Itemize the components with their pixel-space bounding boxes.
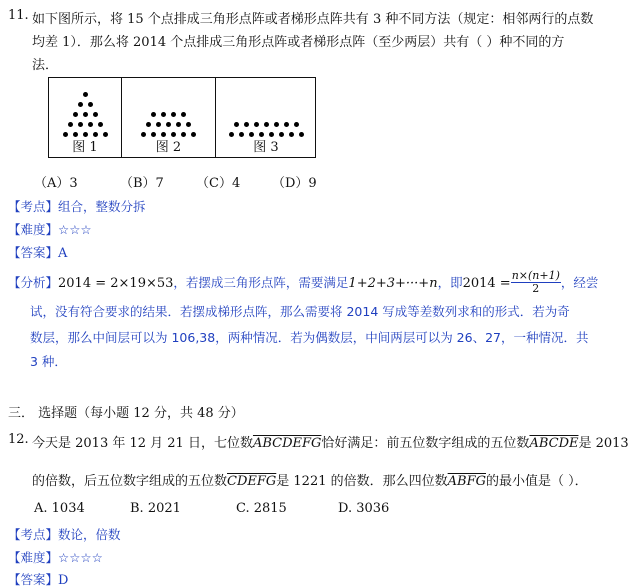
dot bbox=[78, 102, 83, 107]
figure-2 bbox=[121, 78, 215, 157]
dot bbox=[239, 132, 244, 137]
dot bbox=[249, 132, 254, 137]
fenxi-text-d: ，即 bbox=[437, 275, 463, 290]
q12-option-d: D. 3036 bbox=[338, 501, 390, 516]
dot bbox=[279, 132, 284, 137]
dot bbox=[146, 122, 151, 127]
dot bbox=[289, 132, 294, 137]
q12-text-2a: 的倍数，后五位数字组成的五位数 bbox=[32, 474, 228, 489]
dot bbox=[176, 122, 181, 127]
q11-fenxi-line4: 3 种． bbox=[30, 354, 67, 369]
figure-3-label: 图 3 bbox=[253, 140, 279, 155]
q12-number-abfg: ABFG bbox=[447, 474, 486, 489]
q12-number-abcde: ABCDE bbox=[529, 436, 579, 451]
q12-option-c: C. 2815 bbox=[236, 501, 287, 516]
dot bbox=[274, 122, 279, 127]
dot bbox=[63, 132, 68, 137]
fenxi-eq2: 2014 = bbox=[462, 276, 511, 291]
dot bbox=[171, 132, 176, 137]
fenxi-text-f: ，经尝 bbox=[560, 275, 599, 290]
q12-nandu bbox=[8, 547, 103, 566]
dot bbox=[299, 132, 304, 137]
q12-kaodian bbox=[8, 524, 121, 543]
dot bbox=[294, 122, 299, 127]
q11-option-b: （B）7 bbox=[120, 176, 164, 191]
dot bbox=[269, 132, 274, 137]
q12-number: 12. bbox=[8, 432, 29, 447]
dot bbox=[93, 132, 98, 137]
q12-daan-text: D bbox=[58, 573, 69, 588]
dot bbox=[83, 132, 88, 137]
dot bbox=[259, 132, 264, 137]
dot bbox=[83, 112, 88, 117]
dot bbox=[103, 132, 108, 137]
dot bbox=[68, 122, 73, 127]
fenxi-fraction bbox=[511, 270, 561, 295]
dot bbox=[171, 112, 176, 117]
q11-option-a: （A）3 bbox=[34, 176, 78, 191]
nandu-stars: ☆☆☆ bbox=[58, 222, 92, 237]
kaodian-tag: 【考点】 bbox=[8, 199, 59, 214]
dot bbox=[156, 122, 161, 127]
dot bbox=[191, 132, 196, 137]
figure-2-label: 图 2 bbox=[155, 140, 182, 155]
q12-nandu-stars: ☆☆☆☆ bbox=[58, 550, 103, 565]
figure-1-label: 图 1 bbox=[72, 140, 98, 155]
q11-option-d: （D）9 bbox=[272, 176, 317, 191]
dot bbox=[284, 122, 289, 127]
dot bbox=[244, 122, 249, 127]
q12-text-1e: 是 2013 bbox=[578, 436, 629, 451]
dot bbox=[186, 122, 191, 127]
q12-text-1c: 恰好满足：前五位数字组成的五位数 bbox=[321, 436, 530, 451]
q11-fenxi-line2: 试，没有符合要求的结果．若摆成梯形点阵，那么需要将 2014 写成等差数列求和的形式．若为奇 bbox=[30, 304, 570, 319]
dot-figure-box bbox=[48, 77, 316, 158]
fenxi-tag: 【分析】 bbox=[8, 275, 59, 290]
dot bbox=[166, 122, 171, 127]
q11-kaodian bbox=[8, 196, 146, 215]
q12-option-b: B. 2021 bbox=[130, 501, 181, 516]
q11-fenxi-line3: 数层，那么中间层可以为 106,38，两种情况．若为偶数层，中间两层可以为 26、27，一种情况．共 bbox=[30, 330, 589, 345]
q11-stem-line1: 如下图所示，将 15 个点排成三角形点阵或者梯形点阵共有 3 种不同方法（规定：相邻两行的点数 bbox=[32, 12, 594, 27]
q11-stem-line3: 法． bbox=[32, 58, 59, 73]
q12-option-a: A. 1034 bbox=[34, 501, 85, 516]
q11-stem-line2: 均差 1）．那么将 2014 个点排成三角形点阵或者梯形点阵（至少两层）共有（ ）种不同的方 bbox=[32, 35, 565, 50]
dot bbox=[151, 112, 156, 117]
kaodian-text: 组合，整数分拆 bbox=[58, 199, 146, 214]
q12-text-2c: 是 1221 的倍数．那么四位数 bbox=[276, 474, 448, 489]
fraction-numerator: n×(n+1) bbox=[511, 269, 560, 282]
dot bbox=[181, 132, 186, 137]
dot bbox=[181, 112, 186, 117]
q12-text-2e: 的最小值是（ ）． bbox=[486, 474, 588, 489]
dot bbox=[141, 132, 146, 137]
q12-kaodian-text: 数论，倍数 bbox=[58, 527, 121, 542]
dot bbox=[88, 102, 93, 107]
dot bbox=[161, 112, 166, 117]
q11-number: 11. bbox=[8, 8, 29, 23]
figure-1 bbox=[49, 78, 121, 157]
dot bbox=[98, 122, 103, 127]
q12-stem-line2 bbox=[32, 470, 588, 489]
daan-text: A bbox=[58, 246, 68, 261]
dot bbox=[73, 132, 78, 137]
dot bbox=[78, 122, 83, 127]
dot bbox=[88, 122, 93, 127]
dot bbox=[93, 112, 98, 117]
q12-nandu-tag: 【难度】 bbox=[8, 550, 59, 565]
dot bbox=[234, 122, 239, 127]
q12-daan bbox=[8, 569, 68, 588]
fenxi-sum: 1+2+3+···+n bbox=[348, 276, 438, 291]
q12-number-cdefg: CDEFG bbox=[227, 474, 277, 489]
q12-kaodian-tag: 【考点】 bbox=[8, 527, 59, 542]
fenxi-text-b: ，若摆成三角形点阵，需要满足 bbox=[173, 275, 349, 290]
q12-stem-line1 bbox=[32, 432, 629, 451]
q12-number-abcdefg: ABCDEFG bbox=[252, 436, 322, 451]
dot bbox=[161, 132, 166, 137]
q12-text-1a: 今天是 2013 年 12 月 21 日，七位数 bbox=[32, 436, 253, 451]
fraction-denominator: 2 bbox=[532, 282, 540, 295]
dot bbox=[229, 132, 234, 137]
q11-daan bbox=[8, 242, 67, 261]
daan-tag: 【答案】 bbox=[8, 245, 59, 260]
figure-3 bbox=[215, 78, 316, 157]
section-heading: 三． 选择题（每小题 12 分，共 48 分） bbox=[8, 406, 244, 421]
q11-fenxi-line1 bbox=[8, 270, 598, 295]
fenxi-eq1: 2014 = 2×19×53 bbox=[58, 276, 174, 291]
q11-nandu bbox=[8, 219, 92, 238]
dot bbox=[254, 122, 259, 127]
dot bbox=[151, 132, 156, 137]
nandu-tag: 【难度】 bbox=[8, 222, 59, 237]
dot bbox=[264, 122, 269, 127]
q12-daan-tag: 【答案】 bbox=[8, 572, 59, 587]
dot bbox=[83, 92, 88, 97]
dot bbox=[73, 112, 78, 117]
q11-option-c: （C）4 bbox=[196, 176, 241, 191]
